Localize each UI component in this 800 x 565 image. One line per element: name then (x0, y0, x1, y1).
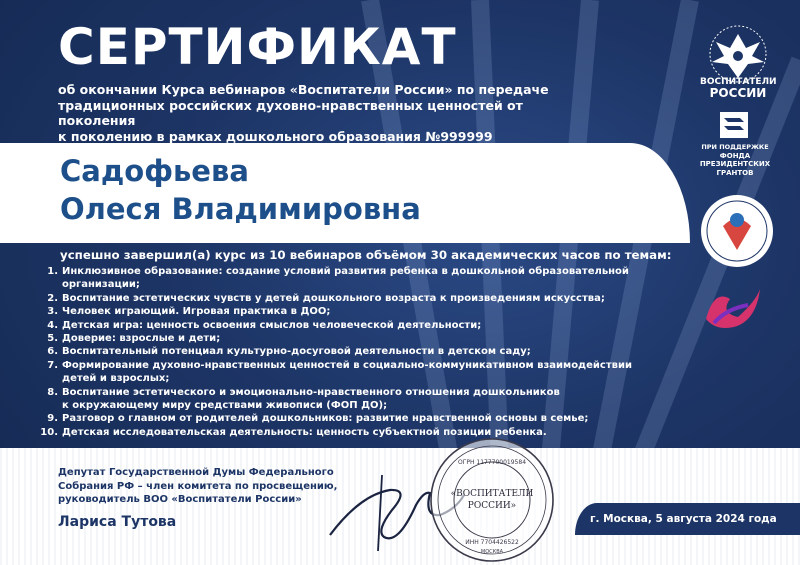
list-item: 4. Детская игра: ценность освоения смыслов человеческой деятельности; (47, 319, 482, 331)
list-item: 5. Доверие: взрослые и дети; (47, 333, 221, 345)
svg-text:МОСКВА: МОСКВА (480, 549, 504, 555)
grants-logo-text: ПРИ ПОДДЕРЖКЕ ФОНДА ПРЕЗИДЕНТСКИХ ГРАНТОВ (699, 143, 771, 177)
svg-text:«ВОСПИТАТЕЛИ: «ВОСПИТАТЕЛИ (450, 489, 534, 499)
subtitle-line: об окончании Курса вебинаров «Воспитатели России» по передаче (58, 82, 549, 97)
national-prize-logo-icon (698, 192, 776, 270)
recipient-given-names: Олеся Владимировна (60, 192, 421, 226)
svg-text:ИНН 7704426522: ИНН 7704426522 (465, 539, 519, 546)
subtitle-line: традиционных российских духовно-нравственных ценностей от поколения (58, 97, 523, 128)
vr-logo-text: ВОСПИТАТЕЛИ РОССИИ (700, 77, 777, 100)
recipient-name (60, 152, 421, 228)
list-item: к окружающему миру средствами живописи (ФОП ДО); (62, 400, 388, 412)
signatory-name: Лариса Тутова (58, 514, 177, 530)
official-stamp (428, 436, 556, 564)
topic-list (38, 265, 698, 439)
list-item: 10. Детская исследовательская деятельность: ценность субъектной позиции ребенка. (40, 426, 547, 438)
list-item: 8. Воспитание эстетического и эмоционально-нравственного отношения дошкольников (47, 386, 560, 398)
recipient-surname: Садофьева (60, 154, 249, 188)
certificate-subtitle (58, 82, 598, 144)
place-date: г. Москва, 5 августа 2024 года (590, 513, 777, 525)
completion-text: успешно завершил(а) курс из 10 вебинаров объёмом 30 академических часов по темам: (60, 248, 672, 262)
svg-text:ОГРН 1177700019584: ОГРН 1177700019584 (457, 459, 527, 466)
subtitle-line: к поколению в рамках дошкольного образования №999999 (58, 128, 493, 144)
list-item: 9. Разговор о главном от родителей дошкольников: развитие нравственной основы в семье; (47, 413, 589, 425)
signatory-position: Депутат Государственной Думы Федерального Собрания РФ – член комитета по просвещению, руководитель ВОО «Воспитатели России» (58, 467, 338, 505)
list-item: детей и взрослых; (62, 373, 170, 385)
red-ribbon-logo-icon (700, 283, 766, 333)
list-item: 1. Инклюзивное образование: создание условий развития ребенка в дошкольной образовательной организации; (47, 266, 629, 291)
list-item: 3. Человек играющий. Игровая практика в ДОО; (47, 306, 331, 318)
certificate-title: СЕРТИФИКАТ (58, 18, 457, 76)
svg-text:РОССИИ»: РОССИИ» (467, 501, 517, 511)
list-item: 7. Формирование духовно-нравственных ценностей в социально-коммуникативном взаимодействии (47, 359, 632, 371)
grants-fund-icon (718, 110, 750, 140)
list-item: 6. Воспитательный потенциал культурно-досуговой деятельности в детском саду; (47, 346, 531, 358)
list-item: 2. Воспитание эстетических чувств у детей дошкольного возраста к произведениям искусства; (47, 292, 605, 304)
